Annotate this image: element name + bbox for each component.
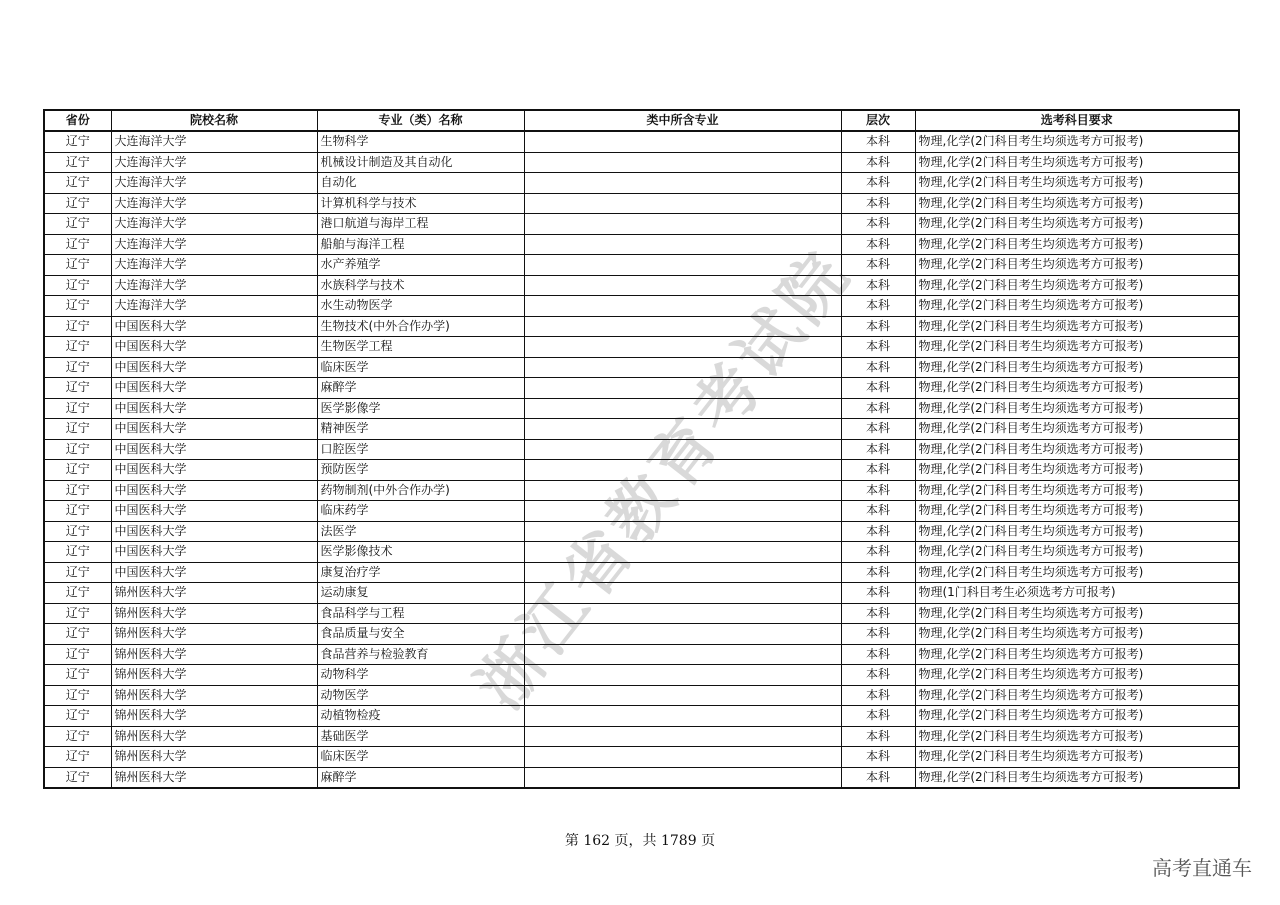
cell-level: 本科 [841,603,915,624]
cell-level: 本科 [841,419,915,440]
cell-included-majors [524,296,841,317]
watermark: 浙江省教育考试院 [463,236,867,724]
cell-level: 本科 [841,460,915,481]
cell-level: 本科 [841,193,915,214]
cell-major: 动物医学 [317,685,524,706]
page-number: 第 162 页，共 1789 页 [564,833,716,849]
cell-subject-requirement: 物理,化学(2门科目考生均须选考方可报考) [915,726,1239,747]
header-subject-requirement: 选考科目要求 [915,110,1239,131]
cell-subject-requirement: 物理,化学(2门科目考生均须选考方可报考) [915,193,1239,214]
cell-province: 辽宁 [44,726,111,747]
cell-included-majors [524,624,841,645]
cell-province: 辽宁 [44,542,111,563]
cell-level: 本科 [841,173,915,194]
cell-school: 中国医科大学 [111,357,317,378]
cell-school: 锦州医科大学 [111,706,317,727]
cell-subject-requirement: 物理,化学(2门科目考生均须选考方可报考) [915,131,1239,152]
cell-level: 本科 [841,542,915,563]
cell-subject-requirement: 物理,化学(2门科目考生均须选考方可报考) [915,562,1239,583]
table-row [44,665,1239,686]
cell-school: 中国医科大学 [111,378,317,399]
cell-level: 本科 [841,378,915,399]
cell-major: 水产养殖学 [317,255,524,276]
table-row [44,562,1239,583]
cell-included-majors [524,214,841,235]
cell-subject-requirement: 物理,化学(2门科目考生均须选考方可报考) [915,357,1239,378]
cell-included-majors [524,603,841,624]
cell-major: 动物科学 [317,665,524,686]
cell-included-majors [524,419,841,440]
table-row [44,337,1239,358]
header-included-majors: 类中所含专业 [524,110,841,131]
cell-included-majors [524,460,841,481]
cell-subject-requirement: 物理,化学(2门科目考生均须选考方可报考) [915,624,1239,645]
cell-included-majors [524,131,841,152]
cell-level: 本科 [841,726,915,747]
cell-province: 辽宁 [44,131,111,152]
cell-subject-requirement: 物理,化学(2门科目考生均须选考方可报考) [915,706,1239,727]
cell-subject-requirement: 物理,化学(2门科目考生均须选考方可报考) [915,214,1239,235]
cell-subject-requirement: 物理,化学(2门科目考生均须选考方可报考) [915,644,1239,665]
cell-province: 辽宁 [44,234,111,255]
cell-level: 本科 [841,255,915,276]
cell-school: 中国医科大学 [111,337,317,358]
cell-school: 大连海洋大学 [111,152,317,173]
table-row [44,131,1239,152]
table-row [44,419,1239,440]
cell-province: 辽宁 [44,685,111,706]
cell-level: 本科 [841,357,915,378]
table-row [44,480,1239,501]
cell-school: 中国医科大学 [111,501,317,522]
cell-subject-requirement: 物理,化学(2门科目考生均须选考方可报考) [915,501,1239,522]
cell-school: 大连海洋大学 [111,234,317,255]
cell-province: 辽宁 [44,501,111,522]
cell-level: 本科 [841,480,915,501]
cell-school: 大连海洋大学 [111,131,317,152]
cell-subject-requirement: 物理,化学(2门科目考生均须选考方可报考) [915,173,1239,194]
cell-level: 本科 [841,562,915,583]
cell-level: 本科 [841,521,915,542]
cell-included-majors [524,542,841,563]
table-row [44,747,1239,768]
header-major: 专业（类）名称 [317,110,524,131]
cell-level: 本科 [841,624,915,645]
cell-subject-requirement: 物理,化学(2门科目考生均须选考方可报考) [915,521,1239,542]
table-row [44,378,1239,399]
cell-province: 辽宁 [44,337,111,358]
header-level: 层次 [841,110,915,131]
cell-included-majors [524,501,841,522]
table-row [44,173,1239,194]
cell-level: 本科 [841,275,915,296]
cell-province: 辽宁 [44,398,111,419]
cell-subject-requirement: 物理,化学(2门科目考生均须选考方可报考) [915,439,1239,460]
cell-major: 生物技术(中外合作办学) [317,316,524,337]
cell-major: 药物制剂(中外合作办学) [317,480,524,501]
cell-included-majors [524,378,841,399]
cell-province: 辽宁 [44,665,111,686]
cell-major: 麻醉学 [317,378,524,399]
table-row [44,542,1239,563]
cell-level: 本科 [841,583,915,604]
cell-subject-requirement: 物理,化学(2门科目考生均须选考方可报考) [915,337,1239,358]
cell-subject-requirement: 物理,化学(2门科目考生均须选考方可报考) [915,542,1239,563]
cell-school: 中国医科大学 [111,542,317,563]
admission-table [43,109,1240,789]
cell-subject-requirement: 物理,化学(2门科目考生均须选考方可报考) [915,398,1239,419]
cell-school: 锦州医科大学 [111,726,317,747]
cell-province: 辽宁 [44,316,111,337]
cell-included-majors [524,398,841,419]
cell-level: 本科 [841,337,915,358]
table-header-row [44,110,1239,131]
cell-level: 本科 [841,131,915,152]
cell-major: 运动康复 [317,583,524,604]
cell-subject-requirement: 物理,化学(2门科目考生均须选考方可报考) [915,296,1239,317]
cell-province: 辽宁 [44,214,111,235]
table-row [44,624,1239,645]
cell-included-majors [524,665,841,686]
cell-school: 锦州医科大学 [111,747,317,768]
cell-province: 辽宁 [44,562,111,583]
brand-logo-text: 高考直通车 [1152,856,1252,880]
cell-province: 辽宁 [44,747,111,768]
cell-province: 辽宁 [44,706,111,727]
cell-major: 自动化 [317,173,524,194]
cell-major: 法医学 [317,521,524,542]
cell-included-majors [524,193,841,214]
cell-school: 中国医科大学 [111,521,317,542]
cell-school: 大连海洋大学 [111,173,317,194]
cell-level: 本科 [841,152,915,173]
cell-subject-requirement: 物理,化学(2门科目考生均须选考方可报考) [915,480,1239,501]
cell-major: 口腔医学 [317,439,524,460]
cell-included-majors [524,316,841,337]
table-row [44,583,1239,604]
cell-level: 本科 [841,439,915,460]
table-row [44,234,1239,255]
cell-province: 辽宁 [44,624,111,645]
table-body [44,131,1239,788]
cell-province: 辽宁 [44,767,111,788]
cell-included-majors [524,152,841,173]
cell-included-majors [524,337,841,358]
table-row [44,685,1239,706]
table-row [44,644,1239,665]
cell-included-majors [524,255,841,276]
cell-school: 中国医科大学 [111,419,317,440]
cell-province: 辽宁 [44,583,111,604]
cell-included-majors [524,275,841,296]
cell-subject-requirement: 物理,化学(2门科目考生均须选考方可报考) [915,275,1239,296]
cell-level: 本科 [841,296,915,317]
cell-province: 辽宁 [44,419,111,440]
cell-province: 辽宁 [44,193,111,214]
cell-major: 食品科学与工程 [317,603,524,624]
cell-subject-requirement: 物理,化学(2门科目考生均须选考方可报考) [915,378,1239,399]
table-row [44,706,1239,727]
cell-level: 本科 [841,234,915,255]
cell-major: 食品营养与检验教育 [317,644,524,665]
cell-major: 机械设计制造及其自动化 [317,152,524,173]
cell-included-majors [524,726,841,747]
cell-major: 临床医学 [317,357,524,378]
cell-school: 大连海洋大学 [111,193,317,214]
cell-level: 本科 [841,644,915,665]
cell-subject-requirement: 物理,化学(2门科目考生均须选考方可报考) [915,665,1239,686]
cell-province: 辽宁 [44,480,111,501]
table-row [44,296,1239,317]
table-row [44,255,1239,276]
cell-included-majors [524,685,841,706]
cell-major: 港口航道与海岸工程 [317,214,524,235]
table-row [44,193,1239,214]
cell-school: 中国医科大学 [111,562,317,583]
cell-major: 动植物检疫 [317,706,524,727]
cell-included-majors [524,644,841,665]
cell-level: 本科 [841,214,915,235]
cell-level: 本科 [841,685,915,706]
cell-level: 本科 [841,665,915,686]
table-row [44,275,1239,296]
cell-school: 中国医科大学 [111,480,317,501]
cell-school: 锦州医科大学 [111,583,317,604]
cell-school: 锦州医科大学 [111,644,317,665]
cell-included-majors [524,521,841,542]
cell-subject-requirement: 物理,化学(2门科目考生均须选考方可报考) [915,419,1239,440]
cell-subject-requirement: 物理,化学(2门科目考生均须选考方可报考) [915,460,1239,481]
cell-subject-requirement: 物理,化学(2门科目考生均须选考方可报考) [915,234,1239,255]
cell-level: 本科 [841,706,915,727]
cell-province: 辽宁 [44,603,111,624]
cell-school: 大连海洋大学 [111,255,317,276]
cell-major: 临床医学 [317,747,524,768]
cell-province: 辽宁 [44,152,111,173]
table-row [44,214,1239,235]
cell-school: 锦州医科大学 [111,603,317,624]
table-row [44,767,1239,788]
cell-level: 本科 [841,501,915,522]
table-row [44,398,1239,419]
cell-major: 计算机科学与技术 [317,193,524,214]
cell-subject-requirement: 物理,化学(2门科目考生均须选考方可报考) [915,152,1239,173]
admission-table-container [43,109,1238,789]
cell-level: 本科 [841,767,915,788]
cell-school: 中国医科大学 [111,439,317,460]
cell-school: 锦州医科大学 [111,665,317,686]
cell-included-majors [524,480,841,501]
cell-major: 麻醉学 [317,767,524,788]
cell-province: 辽宁 [44,357,111,378]
cell-level: 本科 [841,398,915,419]
cell-included-majors [524,234,841,255]
table-row [44,460,1239,481]
cell-province: 辽宁 [44,378,111,399]
table-row [44,521,1239,542]
cell-subject-requirement: 物理(1门科目考生必须选考方可报考) [915,583,1239,604]
cell-subject-requirement: 物理,化学(2门科目考生均须选考方可报考) [915,747,1239,768]
cell-subject-requirement: 物理,化学(2门科目考生均须选考方可报考) [915,685,1239,706]
cell-major: 康复治疗学 [317,562,524,583]
cell-province: 辽宁 [44,275,111,296]
cell-major: 精神医学 [317,419,524,440]
cell-included-majors [524,767,841,788]
cell-province: 辽宁 [44,173,111,194]
cell-school: 中国医科大学 [111,460,317,481]
table-row [44,357,1239,378]
cell-school: 锦州医科大学 [111,685,317,706]
cell-school: 锦州医科大学 [111,624,317,645]
table-row [44,501,1239,522]
cell-province: 辽宁 [44,521,111,542]
cell-school: 大连海洋大学 [111,214,317,235]
table-row [44,152,1239,173]
cell-major: 生物科学 [317,131,524,152]
cell-level: 本科 [841,316,915,337]
cell-major: 水族科学与技术 [317,275,524,296]
cell-school: 中国医科大学 [111,316,317,337]
cell-included-majors [524,562,841,583]
cell-province: 辽宁 [44,296,111,317]
cell-subject-requirement: 物理,化学(2门科目考生均须选考方可报考) [915,767,1239,788]
cell-major: 基础医学 [317,726,524,747]
header-school: 院校名称 [111,110,317,131]
cell-included-majors [524,173,841,194]
cell-province: 辽宁 [44,439,111,460]
table-row [44,726,1239,747]
cell-major: 水生动物医学 [317,296,524,317]
cell-school: 大连海洋大学 [111,275,317,296]
cell-included-majors [524,439,841,460]
cell-subject-requirement: 物理,化学(2门科目考生均须选考方可报考) [915,603,1239,624]
cell-province: 辽宁 [44,460,111,481]
cell-school: 大连海洋大学 [111,296,317,317]
cell-subject-requirement: 物理,化学(2门科目考生均须选考方可报考) [915,255,1239,276]
table-row [44,439,1239,460]
cell-major: 船舶与海洋工程 [317,234,524,255]
cell-school: 锦州医科大学 [111,767,317,788]
cell-included-majors [524,583,841,604]
cell-subject-requirement: 物理,化学(2门科目考生均须选考方可报考) [915,316,1239,337]
cell-school: 中国医科大学 [111,398,317,419]
cell-major: 医学影像技术 [317,542,524,563]
cell-major: 生物医学工程 [317,337,524,358]
cell-included-majors [524,747,841,768]
cell-province: 辽宁 [44,255,111,276]
table-row [44,603,1239,624]
cell-major: 预防医学 [317,460,524,481]
cell-major: 临床药学 [317,501,524,522]
cell-province: 辽宁 [44,644,111,665]
cell-included-majors [524,357,841,378]
cell-major: 医学影像学 [317,398,524,419]
header-province: 省份 [44,110,111,131]
cell-level: 本科 [841,747,915,768]
cell-included-majors [524,706,841,727]
cell-major: 食品质量与安全 [317,624,524,645]
table-row [44,316,1239,337]
